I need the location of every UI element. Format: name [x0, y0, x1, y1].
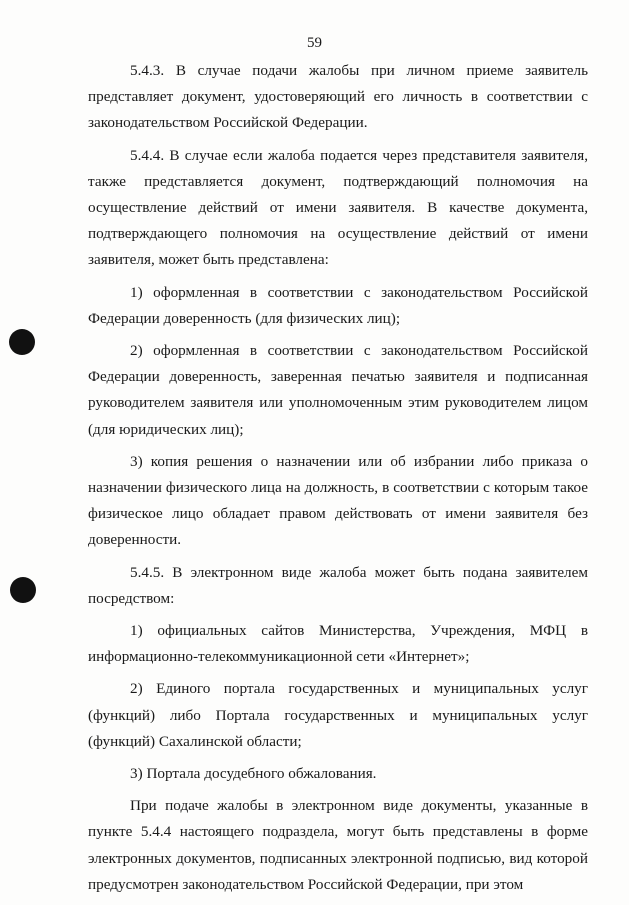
- paragraph: 5.4.5. В электронном виде жалоба может быть подана заявителем посредством:: [88, 563, 588, 607]
- list-item: 2) Единого портала государственных и муниципальных услуг (функций) либо Портала государственных и муниципальных услуг (функций) Сахалинской области;: [88, 680, 588, 750]
- punch-hole: [10, 577, 36, 603]
- paragraph: 5.4.4. В случае если жалоба подается через представителя заявителя, также представляется документ, подтверждающий полномочия на осуществление действий от имени заявителя. В качестве документа, подтверждающего полномочия на осуществление действий от имени заявителя, может быть представлена:: [88, 146, 588, 269]
- list-item: 3) Портала досудебного обжалования.: [130, 765, 377, 783]
- paragraph: 5.4.3. В случае подачи жалобы при личном приеме заявитель представляет документ, удостоверяющий его личность в соответствии с законодательством Российской Федерации.: [88, 62, 588, 132]
- list-item: 2) оформленная в соответствии с законодательством Российской Федерации доверенность, заверенная печатью заявителя и подписанная руководителем заявителя или уполномоченным этим руководителем лицом (для юридических лиц);: [88, 342, 588, 438]
- list-item: 1) оформленная в соответствии с законодательством Российской Федерации доверенность (для физических лиц);: [88, 283, 588, 327]
- document-body: [88, 58, 588, 904]
- page-number: 59: [307, 35, 322, 51]
- list-item: 1) официальных сайтов Министерства, Учреждения, МФЦ в информационно-телекоммуникационной сети «Интернет»;: [88, 622, 588, 666]
- paragraph: При подаче жалобы в электронном виде документы, указанные в пункте 5.4.4 настоящего подраздела, могут быть представлены в форме электронных документов, подписанных электронной подписью, вид которой предусмотрен законодательством Российской Федерации, при этом: [88, 797, 588, 893]
- list-item: 3) копия решения о назначении или об избрании либо приказа о назначении физического лица на должность, в соответствии с которым такое физическое лицо обладает правом действовать от имени заявителя без доверенности.: [88, 452, 588, 549]
- punch-hole: [9, 329, 35, 355]
